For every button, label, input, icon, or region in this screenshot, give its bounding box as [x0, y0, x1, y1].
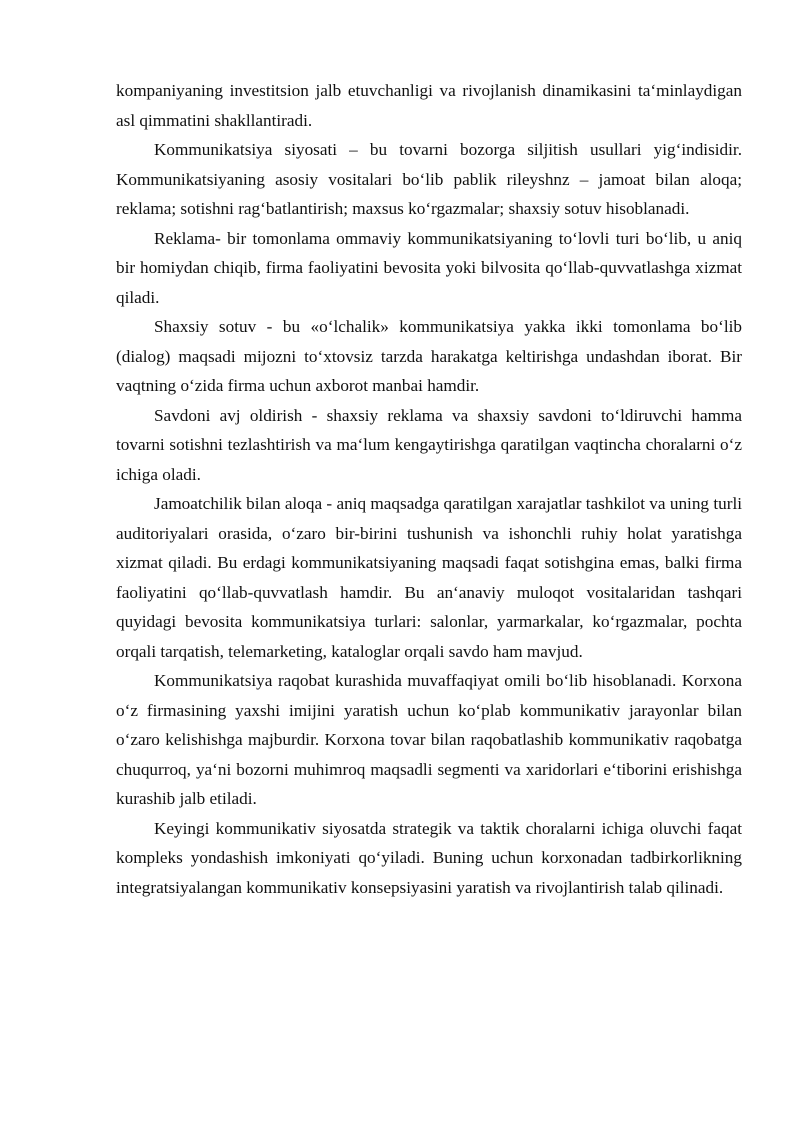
paragraph-continuation: kompaniyaning investitsion jalb etuvchanligi va rivojlanish dinamikasini ta‘minlaydigan asl qimmatini shakllantiradi.: [116, 81, 742, 130]
document-page: [116, 76, 742, 902]
paragraph-communication-policy: Kommunikatsiya siyosati – bu tovarni bozorga siljitish usullari yig‘indisidir. Kommunikatsiyaning asosiy vositalari bo‘lib pablik rileyshnz – jamoat bilan aloqa; reklama; sotishni rag‘batlantirish; maxsus ko‘rgazmalar; shaxsiy sotuv hisoblanadi.: [116, 140, 742, 218]
paragraph-strategy: Keyingi kommunikativ siyosatda strategik va taktik choralarni ichiga oluvchi faqat kompleks yondashish imkoniyati qo‘yiladi. Buning uchun korxonadan tadbirkorlikning integratsiyalangan kommunikativ konsepsiyasini yaratish va rivojlantirish talab qilinadi.: [116, 818, 742, 897]
paragraph-sales-promotion: Savdoni avj oldirish - shaxsiy reklama va shaxsiy savdoni to‘ldiruvchi hamma tovarni sotishni tezlashtirish va ma‘lum kengaytirishga qaratilgan vaqtincha choralarni o‘z ichiga oladi.: [116, 405, 742, 484]
paragraph-public-relations: Jamoatchilik bilan aloqa - aniq maqsadga qaratilgan xarajatlar tashkilot va uning turli auditoriyalari orasida, o‘zaro bir-birini tushunish va ishonchli ruhiy holat yaratishga xizmat qiladi. Bu erdagi kommunikatsiyaning maqsadi faqat sotishgina emas, balki firma faoliyatini qo‘llab-quvvatlash hamdir. Bu an‘anaviy muloqot vositalaridan tashqari quyidagi bevosita kommunikatsiya turlari: salonlar, yarmarkalar, ko‘rgazmalar, pochta orqali tarqatish, telemarketing, kataloglar orqali savdo ham mavjud.: [116, 494, 742, 661]
paragraph-advertising: Reklama- bir tomonlama ommaviy kommunikatsiyaning to‘lovli turi bo‘lib, u aniq bir homiydan chiqib, firma faoliyatini bevosita yoki bilvosita qo‘llab-quvvatlashga xizmat qiladi.: [116, 228, 742, 307]
paragraph-personal-selling: Shaxsiy sotuv - bu «o‘lchalik» kommunikatsiya yakka ikki tomonlama bo‘lib (dialog) maqsadi mijozni to‘xtovsiz tarzda harakatga keltirishga undashdan iborat. Bir vaqtning o‘zida firma uchun axborot manbai hamdir.: [116, 317, 742, 395]
paragraph-competition: Kommunikatsiya raqobat kurashida muvaffaqiyat omili bo‘lib hisoblanadi. Korxona o‘z firmasining yaxshi imijini yaratish uchun ko‘plab kommunikativ jarayonlar bilan o‘zaro kelishishga majburdir. Korxona tovar bilan raqobatlashib kommunikativ raqobatga chuqurroq, ya‘ni bozorni muhimroq maqsadli segmenti va xaridorlari e‘tiborini erishishga kurashib jalb etiladi.: [116, 671, 742, 808]
